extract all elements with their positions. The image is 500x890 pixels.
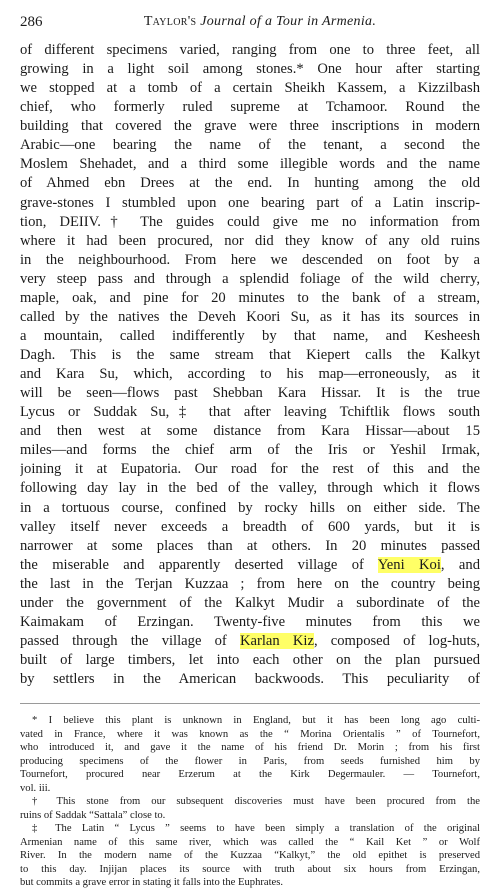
text-line: [20, 365, 480, 384]
footnote-line: Tournefort, procured near Erzerum at the Kirk Degermauler. — Tournefort,: [20, 769, 480, 781]
text-line: [20, 441, 480, 460]
text-line: [20, 41, 480, 60]
text-line: [20, 518, 480, 537]
text-line: [20, 289, 480, 308]
text-run: narrower at some places than at others. In 20 minutes passed: [20, 537, 480, 554]
text-run: maple, oak, and pine for 20 minutes to the bank of a stream,: [20, 289, 480, 306]
text-run: called by the natives the Deveh Koori Su, as it has its sources in: [20, 308, 480, 325]
footnote-line: * I believe this plant is unknown in England, but it has been long ago culti-: [32, 715, 480, 727]
text-run: built of large timbers, let into each other on the plan pursued: [20, 652, 480, 668]
text-line: [20, 60, 480, 79]
text-run: Arabic—one bearing the name of the tenant, a second the: [20, 137, 480, 154]
text-line: [20, 251, 480, 270]
text-run: , composed of log-huts,: [313, 632, 480, 649]
text-run: we stopped at a tomb of a certain Sheikh Kassem, a Kizzilbash: [20, 80, 480, 97]
text-line: [20, 174, 480, 193]
text-line: [20, 575, 480, 594]
text-run: following day lay in the bed of the valley, through which it flows: [20, 480, 480, 497]
book-page: [20, 14, 480, 890]
footnote-line: ruins of Saddak “Sattala” close to.: [20, 809, 166, 821]
text-line: [20, 651, 480, 670]
text-run: Lycus or Suddak Su,‡ that after leaving Tchiftlik flows south: [20, 404, 480, 421]
text-run: of Ahmed ebn Drees at the end. In hunting among the old: [20, 175, 480, 192]
running-head: [20, 14, 480, 30]
text-line: [20, 308, 480, 327]
running-head-title: Journal of a Tour in Armenia.: [200, 14, 377, 29]
text-line: [20, 98, 480, 117]
text-line: [20, 537, 480, 556]
text-line: [20, 327, 480, 346]
text-line: [20, 594, 480, 613]
text-run: in the neighbourhood. From here we descended on foot by a: [20, 251, 480, 268]
text-run: in a tortuous course, confined by rocky hills on either side. The: [20, 499, 480, 516]
text-run: by settlers in the American backwoods. This peculiarity of: [20, 671, 480, 688]
text-line: [20, 460, 480, 479]
text-run: valley itself never exceeds a breadth of 600 yards, but it is: [20, 518, 480, 535]
text-run: under the government of the Kalkyt Mudir a subordinate of the: [20, 594, 480, 611]
text-line: [20, 670, 480, 689]
text-line: [20, 270, 480, 289]
footnote-line: producing specimens of the flower in Paris, from seeds furnished him by: [20, 755, 480, 767]
text-run: joining it at Eupatoria. Our road for the rest of this and the: [20, 461, 480, 478]
text-line: [20, 194, 480, 213]
text-line: [20, 232, 480, 251]
text-line: [20, 384, 480, 403]
text-run: will be seen—flows past Shebban Kara Hissar. It is the true: [20, 385, 480, 402]
text-line: [20, 155, 480, 174]
text-run: the miserable and apparently deserted village of: [20, 556, 378, 573]
footnotes: [20, 714, 480, 890]
footnote-rule: [20, 703, 480, 704]
text-run: of different specimens varied, ranging from one to three feet, all: [20, 42, 480, 58]
text-line: [20, 499, 480, 518]
text-run: the last in the Terjan Kuzzaa ; from here on the country being: [20, 575, 480, 592]
footnote-line: but commits a grave error in stating it falls into the Euphrates.: [20, 877, 284, 889]
page-number: 286: [20, 14, 43, 30]
text-line: [20, 117, 480, 136]
text-run: tion, DEIIV.† The guides could give me no information from: [20, 213, 480, 230]
text-line: [20, 403, 480, 422]
text-line: [20, 136, 480, 155]
highlighted-place-name: Yeni Koi: [377, 556, 441, 573]
footnote-line: who introduced it, and gave it the name of his friend Dr. Morin ; from his first: [20, 742, 480, 754]
text-line: [20, 613, 480, 632]
text-line: [20, 632, 480, 651]
footnote-line: River. In the modern name of the Kuzzaa “Kalkyt,” the old epithet is preserved: [20, 850, 480, 862]
highlighted-place-name: Karlan Kiz: [239, 632, 314, 649]
text-run: Moslem Shehadet, and a third some illegible words and the name: [20, 156, 480, 173]
text-run: building that covered the grave were three inscriptions in modern: [20, 118, 480, 135]
page-header: [20, 14, 480, 36]
text-line: [20, 346, 480, 365]
text-run: where it had been procured, nor did they know of any old ruins: [20, 232, 480, 249]
text-line: [20, 213, 480, 232]
footnote-line: Armenian name of this same river, which was called the “ Kail Ket ” or Wolf: [20, 836, 480, 848]
text-line: [20, 556, 480, 575]
text-line: [20, 479, 480, 498]
text-line: [20, 79, 480, 98]
text-run: , and: [440, 556, 480, 573]
text-run: miles—and forms the chief arm of the Iris or Yeshil Irmak,: [20, 442, 480, 459]
footnote-line: to this day. Injijan places its source with truth about six hours from Erzingan,: [20, 863, 480, 875]
footnote-line: † This stone from our subsequent discoveries must have been procured from the: [32, 796, 480, 808]
text-run: a mountain, called indifferently by that name, and Kesheesh: [20, 327, 480, 344]
text-run: chief, who formerly ruled supreme at Tchamoor. Round the: [20, 99, 480, 116]
text-run: and Kara Su, which, according to his map—erroneously, as it: [20, 366, 480, 383]
text-run: Dagh. This is the same stream that Kiepert calls the Kalkyt: [20, 347, 480, 363]
footnote-line: vated in France, where it was known as the “ Morina Orientalis ” of Tournefort,: [20, 728, 480, 740]
footnote-line: vol. iii.: [20, 782, 51, 794]
text-run: grave-stones I stumbled upon one bearing part of a Latin inscrip-: [20, 194, 480, 211]
running-head-author: Taylor's: [143, 14, 197, 29]
text-run: and then west at some distance from Kara Hissar—about 15: [20, 423, 480, 440]
text-run: Kaimakam of Erzingan. Twenty-five minutes from this we: [20, 613, 480, 630]
text-run: very steep pass and through a splendid foliage of the wild cherry,: [20, 270, 480, 287]
footnote-line: ‡ The Latin “ Lycus ” seems to have been simply a translation of the original: [32, 823, 480, 835]
text-line: [20, 422, 480, 441]
text-run: passed through the village of: [20, 632, 240, 649]
body-text: [20, 41, 480, 689]
text-run: growing in a light soil among stones.* One hour after starting: [20, 61, 480, 78]
